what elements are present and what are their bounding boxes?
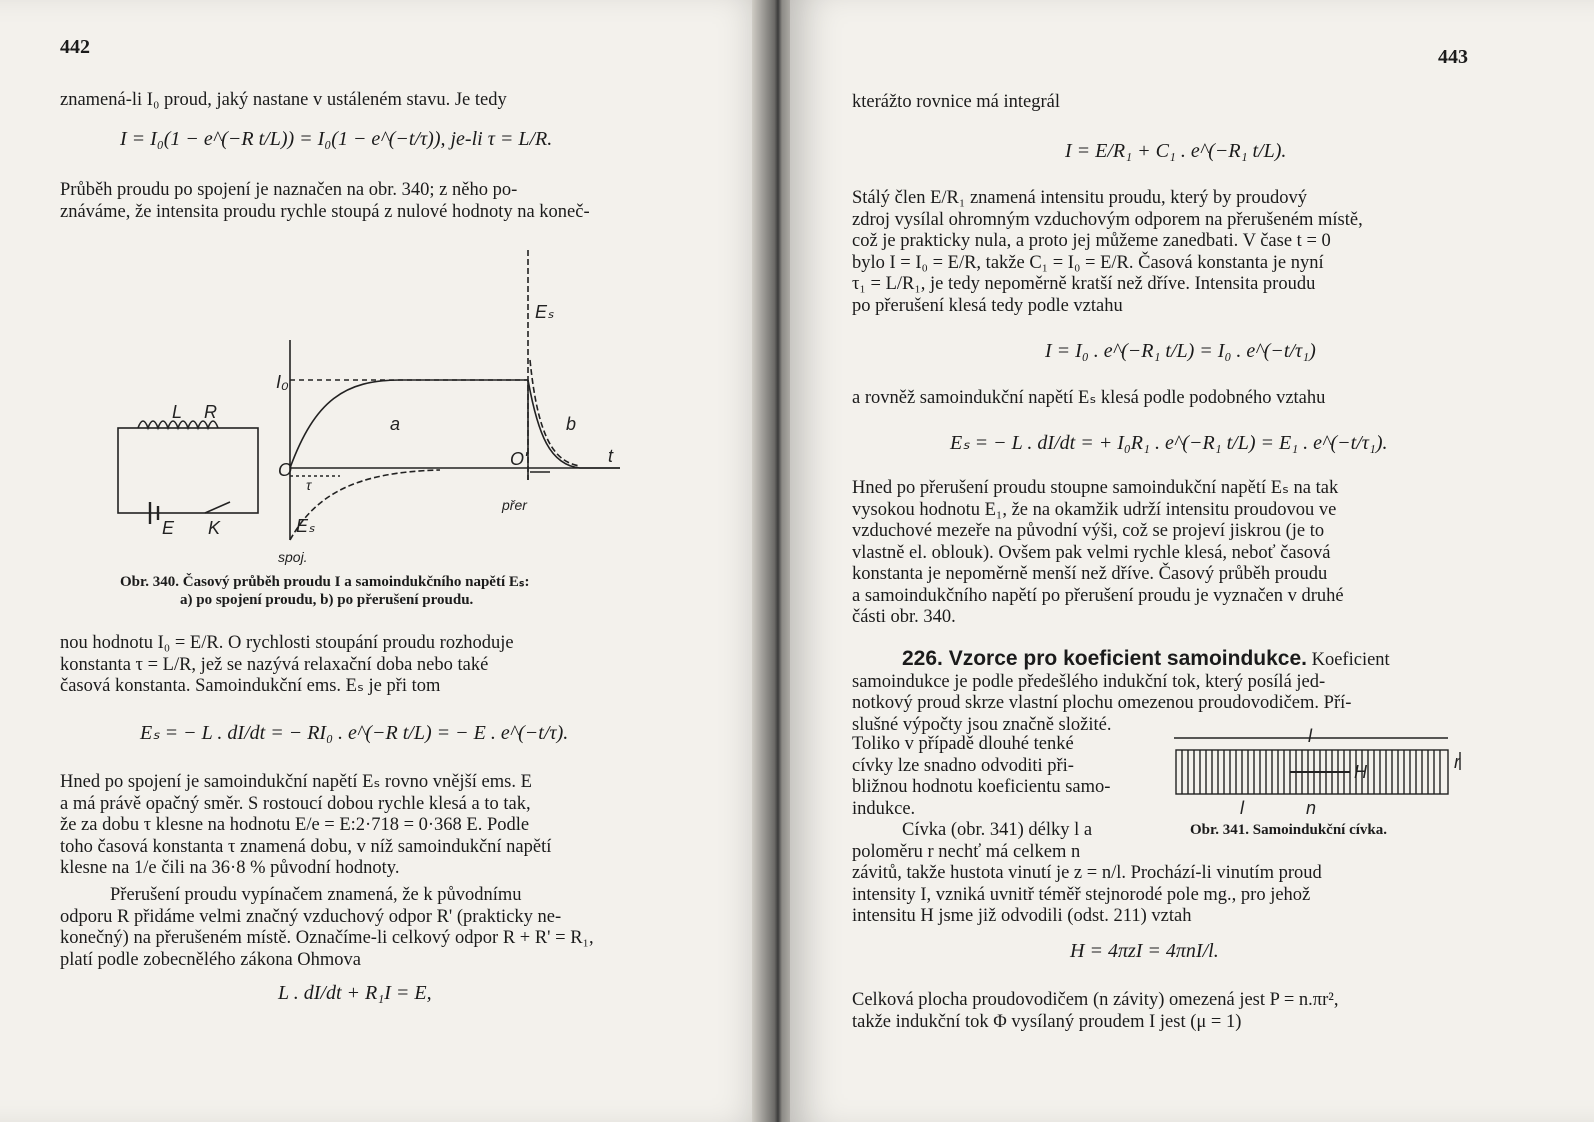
fig-label-prer: přer [502,497,527,513]
text-line: platí podle zobecnělého zákona Ohmova [60,949,362,970]
paragraph [60,772,677,880]
fig-label-a: a [390,414,401,434]
left-page [0,0,770,1122]
fig-label-n: n [1306,798,1317,818]
section-heading: 226. Vzorce pro koeficient samoindukce. [902,647,1307,670]
text-line: bližnou hodnotu koeficientu samo- [852,777,1111,797]
text-line: odporu R přidáme velmi značný vzduchový odpor R' (prakticky ne- [60,906,562,927]
text-line: což je prakticky nula, a proto jej můžeme zanedbati. V čase t = 0 [852,231,1331,251]
fig-label-H: H [1354,762,1367,782]
fig-label-spoj: spoj. [278,549,308,565]
paragraph [852,188,1470,317]
equation: H = 4πzI = 4πnI/l. [1070,940,1219,962]
page-number-right: 443 [1438,46,1468,68]
paragraph [60,885,677,971]
paragraph [852,820,1152,863]
current-rise-curve [290,380,528,468]
text-line: Přerušení proudu vypínačem znamená, že k původnímu [110,885,522,905]
paragraph [852,734,1152,820]
text-line: Průběh proudu po spojení je naznačen na obr. 340; z něho po- [60,180,518,200]
text-line: znáváme, že intensita proudu rychle stoupá z nulové hodnoty na koneč- [60,201,590,222]
figure-340-caption-line1: Obr. 340. Časový průběh proudu I a samoindukčního napětí Eₛ: [120,574,530,590]
text-line: a samoindukčního napětí po přerušení proudu je vyznačen v druhé [852,585,1344,606]
text-line: Stálý člen E/R₁ znamená intensitu proudu, který by proudový [852,188,1307,208]
text-run: Koeficient [1306,650,1390,670]
text-line: po přerušení klesá tedy podle vztahu [852,295,1123,316]
text-line: časová konstanta. Samoindukční ems. Eₛ je při tom [60,676,441,696]
paragraph [852,388,1470,410]
text-line: vysokou hodnotu E₁, že na okamžik udrží intensitu proudovou ve [852,499,1337,520]
fig-label-K: K [208,518,221,538]
text-line: vzduchové mezeře na původní výši, což se projeví jiskrou (je to [852,521,1325,541]
text-line: intensity I, vzniká uvnitř téměř stejnorodé pole mg., pro jehož [852,884,1311,905]
fig-label-t: t [608,446,614,466]
text-line: poloměru r nechť má celkem n [852,841,1081,862]
paragraph [852,863,1470,928]
paragraph [60,90,677,112]
paragraph [852,990,1470,1033]
fig-label-l-bottom: l [1240,798,1244,818]
equation: I = I₀(1 − e^(−R t/L)) = I₀(1 − e^(−t/τ)), je-li τ = L/R. [120,128,553,150]
text-line: zdroj vysílal ohromným vzduchovým odporem na přerušeném místě, [852,209,1363,230]
text-line: takže indukční tok Φ vysílaný proudem I jest (μ = 1) [852,1011,1242,1032]
fig-label-O2: O' [510,449,528,469]
text-line [852,648,1470,672]
fig-label-r: r [1454,752,1460,772]
fig-label-O: O [278,460,293,480]
text-line: klesne na 1/e čili na 36·8 % původní hodnoty. [60,858,400,878]
text-line: indukce. [852,798,916,819]
switch-lever [205,502,230,513]
paragraph [852,92,1470,114]
text-line: a rovněž samoindukční napětí Eₛ klesá podle podobného vztahu [852,388,1326,408]
figure-340-caption-line2: a) po spojení proudu, b) po přerušení proudu. [180,592,474,608]
figure-341 [1170,728,1470,820]
text-line: notkový proud skrze vlastní plochu omezenou proudovodičem. Pří- [852,693,1352,713]
text-line: vlastně el. oblouk). Ovšem pak velmi rychle klesá, neboť časová [852,542,1331,563]
text-line: znamená-li I₀ proud, jaký nastane v ustáleném stavu. Je tedy [60,90,507,110]
inductor-coil [138,421,218,428]
text-line: Toliko v případě dlouhé tenké [852,734,1074,754]
text-line: Celková plocha proudovodičem (n závity) omezená jest P = n.πr², [852,990,1339,1010]
right-page [790,0,1594,1122]
text-line: bylo I = I₀ = E/R, takže C₁ = I₀ = E/R. Časová konstanta je nyní [852,252,1324,273]
equation: Eₛ = − L . dI/dt = − RI₀ . e^(−R t/L) = − E . e^(−t/τ). [140,722,569,744]
fig-label-b: b [566,414,577,434]
equation: I = E/R₁ + C₁ . e^(−R₁ t/L). [1065,140,1287,162]
fig-label-l-top: l [1308,728,1312,746]
figure-340 [110,240,640,570]
text-line: a má právě opačný směr. S rostoucí dobou rychle klesá a to tak, [60,793,531,814]
text-line: že za dobu τ klesne na hodnotu E/e = E:2·718 = 0·368 E. Podle [60,815,530,835]
es-decay-curve [530,360,580,466]
text-line: kterážto rovnice má integrál [852,92,1061,112]
paragraph [60,180,677,223]
text-line: Cívka (obr. 341) délky l a [902,820,1093,840]
text-line: samoindukce je podle předešlého indukční tok, který posílá jed- [852,671,1326,692]
text-line: cívky lze snadno odvoditi při- [852,755,1074,776]
fig-label-E: E [162,518,175,538]
text-line: intensitu H jsme již odvodili (odst. 211) vztah [852,906,1192,926]
text-line: slušné výpočty jsou značně složité. [852,714,1112,735]
text-line: konečný) na přerušeném místě. Označíme-li celkový odpor R + R' = R₁, [60,928,594,948]
text-line: Hned po přerušení proudu stoupne samoindukční napětí Eₛ na tak [852,478,1339,498]
text-line: Hned po spojení je samoindukční napětí Eₛ rovno vnější ems. E [60,772,532,792]
paragraph [852,648,1470,736]
equation: Eₛ = − L . dI/dt = + I₀R₁ . e^(−R₁ t/L) = E₁ . e^(−t/τ₁). [950,432,1388,454]
figure-341-caption: Obr. 341. Samoindukční cívka. [1190,822,1387,838]
text-line: závitů, takže hustota vinutí je z = n/l. Prochází-li vinutím proud [852,863,1322,883]
fig-label-es-bottom: Eₛ [296,516,315,536]
text-line: konstanta je nepoměrně menší než dříve. Časový průběh proudu [852,564,1328,584]
text-line: konstanta τ = L/R, jež se nazývá relaxační doba nebo také [60,654,489,675]
circuit-wire [118,428,258,513]
fig-label-R: R [204,402,217,422]
text-line: nou hodnotu I₀ = E/R. O rychlosti stoupání proudu rozhoduje [60,633,514,653]
text-line: toho časová konstanta τ znamená dobu, v níž samoindukční napětí [60,836,552,857]
equation: I = I₀ . e^(−R₁ t/L) = I₀ . e^(−t/τ₁) [1045,340,1316,362]
fig-label-i0: I₀ [276,372,289,392]
paragraph [852,478,1470,629]
fig-label-L: L [172,402,183,422]
fig-label-tau: τ [306,477,312,493]
fig-label-es-top: Eₛ [535,302,554,322]
text-line: τ₁ = L/R₁, je tedy nepoměrně kratší než dříve. Intensita proudu [852,274,1316,294]
text-line: části obr. 340. [852,607,956,627]
paragraph [60,633,677,698]
equation: L . dI/dt + R₁I = E, [278,982,432,1004]
page-number-left: 442 [60,36,90,58]
